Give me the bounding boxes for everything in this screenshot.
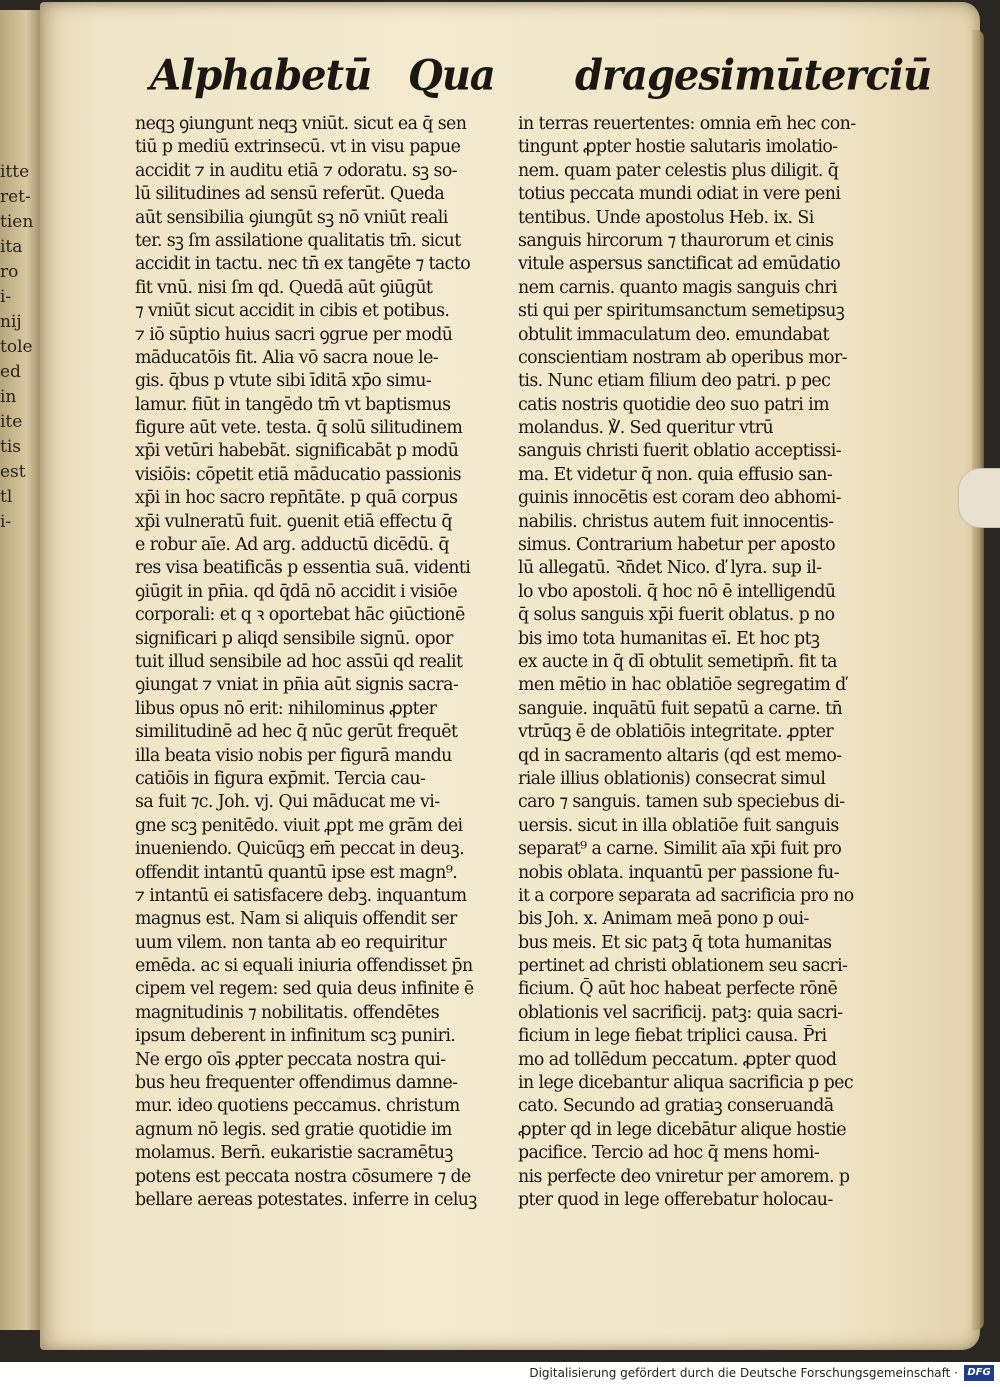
text-line: molamus. Bern̄. eukaristie sacramētuꝫ xyxy=(135,1143,453,1164)
text-line: conscientiam nostram ab operibus mor- xyxy=(518,347,847,368)
text-line: sa fuit ⁊c. Joh. vj. Qui māducat me vi- xyxy=(135,792,440,813)
text-line: pertinet ad christi oblationem seu sacri- xyxy=(518,956,848,977)
text-line: q̄ solus sanguis xp̄i fuerit oblatus. p no xyxy=(518,605,835,626)
text-line: ma. Et videtur q̄ non. quia effusio san- xyxy=(518,464,833,485)
text-line: similitudinē ad hec q̄ nūc gerūt frequēt xyxy=(135,722,458,743)
text-line: bis Joh. x. Animam meā pono p oui- xyxy=(518,909,809,930)
text-line: libus opus nō erit: nihilominus ꝓpter xyxy=(135,698,437,719)
previous-page-text-line: est xyxy=(0,462,26,482)
text-line: sanguis hircorum ⁊ thaurorum et cinis xyxy=(518,230,834,251)
previous-page-text-line: ed xyxy=(0,362,27,382)
previous-page-text-line: tl xyxy=(0,487,13,507)
text-line: fit vnū. nisi ſm qd. Quedā aūt ꝯiūgūt xyxy=(135,277,433,298)
text-line: totius peccata mundi odiat in vere peni xyxy=(518,184,841,205)
text-line: pacifice. Tercio ad hoc q̄ mens homi- xyxy=(518,1143,820,1164)
text-line: men mētio in hac oblatiōe segregatim ď xyxy=(518,675,846,696)
text-line: lo vbo apostoli. q̄ hoc nō ē intelligendū xyxy=(518,581,836,602)
text-line: it a corpore separata ad sacrificia pro no xyxy=(518,885,854,906)
text-line: gis. q̄bus p vtute sibi īditā xp̄o simu- xyxy=(135,371,432,392)
text-line: separat⁹ a carne. Similit aīa xp̄i fuit pro xyxy=(518,839,842,860)
text-line: ter. sꝫ ſm assilatione qualitatis tm̄. sicut xyxy=(135,230,461,251)
previous-page-text-line: i- xyxy=(0,512,12,532)
text-line: caro ⁊ sanguis. tamen sub speciebus di- xyxy=(518,792,845,813)
text-line: nis perfecte deo vniretur per amorem. p xyxy=(518,1166,850,1187)
text-line: magnitudinis ⁊ nobilitatis. offendētes xyxy=(135,1002,440,1023)
text-line: xp̄i vulneratū fuit. ꝯuenit etiā effectu q̄ xyxy=(135,511,452,532)
previous-page-text-line: itte xyxy=(0,162,30,182)
text-line: sti qui per spiritumsanctum semetipsuꝫ xyxy=(518,301,845,322)
text-line: uum vilem. non tanta ab eo requiritur xyxy=(135,932,447,953)
text-line: Ne ergo oīs ꝓpter peccata nostra qui- xyxy=(135,1049,446,1070)
text-line: nabilis. christus autem fuit innocentis- xyxy=(518,511,834,532)
text-line: ficium. Q̄ aūt hoc habeat perfecte rōnē xyxy=(518,979,838,1000)
text-line: ⁊ vniūt sicut accidit in cibis et potibus. xyxy=(135,301,450,322)
funding-credit: Digitalisierung gefördert durch die Deutsche Forschungsgemeinschaft · xyxy=(529,1366,958,1380)
text-line: illa beata visio nobis per figurā mandu xyxy=(135,745,452,766)
footer-bar xyxy=(0,1362,1000,1387)
text-line: gne scꝫ penitēdo. viuit ꝓpt me grām dei xyxy=(135,815,463,836)
text-line: tiū p mediū extrinsecū. vt in visu papue xyxy=(135,137,461,158)
text-line: ꝯiungat ⁊ vniat in pn̄ia aūt signis sacra- xyxy=(135,675,459,696)
text-line: ꝓpter qd̄ in lege dicebātur alique hostie xyxy=(518,1119,846,1140)
text-line: figure aūt vete. testa. q̄ solū silitudinem xyxy=(135,418,463,439)
text-line: offendit intantū quantū ipse est magn⁹. xyxy=(135,862,458,883)
text-line: tingunt ꝓpter hostie salutaris imolatio- xyxy=(518,137,838,158)
previous-page-text-line: ite xyxy=(0,412,23,432)
text-line: mo ad tollēdum peccatum. ꝓpter quod xyxy=(518,1049,837,1070)
text-line: cato. Secundo ad gratiaꝫ conseruandā xyxy=(518,1096,834,1117)
text-line: lamur. fiūt in tangēdo tm̄ vt baptismus xyxy=(135,394,451,415)
previous-page-text-line: ita xyxy=(0,237,28,257)
text-line: cipem vel regem: sed quia deus infinite ē xyxy=(135,979,474,1000)
text-line: catis nostris quotidie deo suo patri im xyxy=(518,394,829,415)
text-line: visiōis: cōpetit etiā māducatio passionis xyxy=(135,464,461,485)
text-line: nobis oblata. inquantū per passione fu- xyxy=(518,862,839,883)
text-line: potens est peccata nostra cōsumere ⁊ de xyxy=(135,1166,471,1187)
text-line: accidit in tactu. nec tn̄ ex tangēte ⁊ tacto xyxy=(135,254,471,275)
text-line: ex aucte in q̄ dī obtulit semetipm̄. fit ta xyxy=(518,651,837,672)
text-line: ⁊ iō sūptio huius sacri ꝯgrue per modū xyxy=(135,324,453,345)
previous-page-text-line: i- xyxy=(0,287,12,307)
text-line: xp̄i in hoc sacro repn̄tāte. p quā corpus xyxy=(135,488,458,509)
text-line: corporali: et q ꝛ oportebat hāc ꝯiūctionē xyxy=(135,605,465,626)
text-line: ⁊ intantū ei satisfacere debꝫ. inquantum xyxy=(135,885,467,906)
text-line: qd̄ in sacramento altaris (qd̄ est memo- xyxy=(518,745,842,766)
text-line: mur. ideo quotiens peccamus. christum xyxy=(135,1096,460,1117)
previous-page-text-line: tien xyxy=(0,212,34,232)
text-column-right xyxy=(518,113,860,1212)
text-line: lū allegatū. Ꝛn̄det Nico. ď lyra. sup il- xyxy=(518,558,822,579)
page-block-edge xyxy=(972,30,984,1330)
text-line: bus heu frequenter offendimus damne- xyxy=(135,1073,458,1094)
text-line: ipsum deberent in infinitum scꝫ puniri. xyxy=(135,1026,456,1047)
text-line: sanguie. inquātū fuit sepatū a carne. tn̄ xyxy=(518,698,843,719)
text-line: māducatōis fit. Alia vō sacra noue le- xyxy=(135,347,439,368)
text-line: accidit ⁊ in auditu etiā ⁊ odoratu. sꝫ so- xyxy=(135,160,457,181)
text-line: bis imo tota humanitas eī. Et hoc ptꝫ xyxy=(518,628,820,649)
previous-page-text-line: nij xyxy=(0,312,22,332)
text-line: bus meis. Et sic patꝫ q̄ tota humanitas xyxy=(518,932,832,953)
previous-page-text-line: tole xyxy=(0,337,33,357)
text-line: magnus est. Nam si aliquis offendit ser xyxy=(135,909,457,930)
running-head-right: dragesimūterciū xyxy=(575,50,932,101)
text-line: res visa beatificās p essentia suā. videnti xyxy=(135,558,471,579)
text-line: nem. quam pater celestis plus diligit. q̄ xyxy=(518,160,839,181)
text-line: catiōis in figura exp̄mit. Tercia cau- xyxy=(135,768,426,789)
text-line: ꝯiūgit in pn̄ia. qd̄ q̄dā nō accidit i visiōe xyxy=(135,581,458,602)
text-line: bellare aereas potestates. inferre in celuꝫ xyxy=(135,1189,477,1210)
text-line: lū silitudines ad sensū referūt. Queda xyxy=(135,184,445,205)
text-line: uersis. sicut in illa oblatiōe fuit sanguis xyxy=(518,815,839,836)
previous-page-text-line: ro xyxy=(0,262,24,282)
text-line: riale illius oblationis) consecrat simul xyxy=(518,768,826,789)
previous-page-text-line: in xyxy=(0,387,17,407)
text-line: nem carnis. quanto magis sanguis chri xyxy=(518,277,838,298)
dfg-logo xyxy=(964,1365,994,1381)
text-line: guinis innocētis est coram deo abhomi- xyxy=(518,488,841,509)
text-line: vtrūqꝫ ē de oblatiōis integritate. ꝓpter xyxy=(518,722,834,743)
text-line: xp̄i vetūri habebāt. significabāt p modū xyxy=(135,441,459,462)
text-line: tentibus. Unde apostolus Heb. ix. Si xyxy=(518,207,814,228)
text-line: vitule aspersus sanctificat ad emūdatio xyxy=(518,254,841,275)
dfg-logo-text: DFG xyxy=(967,1367,991,1378)
text-line: in lege dicebantur aliqua sacrificia p pec xyxy=(518,1073,854,1094)
previous-page-text-line: ret- xyxy=(0,187,31,207)
text-line: e robur aīe. Ad arg. adductū dicēdū. q̄ xyxy=(135,535,449,556)
text-line: tuit illud sensibile ad hoc assūi qd̄ realit xyxy=(135,651,463,672)
text-line: tis. Nunc etiam filium deo patri. p pec xyxy=(518,371,831,392)
previous-page-text-fragment xyxy=(0,160,34,535)
text-line: inueniendo. Quicūqꝫ em̄ peccat in deuꝫ. xyxy=(135,839,464,860)
text-line: ficium in lege fiebat triplici causa. P̄ri xyxy=(518,1026,827,1047)
text-line: neqꝫ ꝯiungunt neqꝫ vniūt. sicut ea q̄ sen xyxy=(135,114,467,134)
running-head-middle: Qua xyxy=(408,50,495,101)
text-line: pter quod in lege offerebatur holocau- xyxy=(518,1189,833,1210)
text-line: emēda. ac si equali iniuria offendisset p̄n xyxy=(135,956,473,977)
text-line: oblationis vel sacrificij. patꝫ: quia sacri- xyxy=(518,1002,843,1023)
clasp-tab xyxy=(958,468,1000,528)
text-line: obtulit immaculatum deo. emundabat xyxy=(518,324,829,345)
text-line: molandus. ℣. Sed queritur vtrū xyxy=(518,418,774,439)
text-column-left xyxy=(135,113,487,1212)
text-line: in terras reuertentes: omnia em̄ hec con- xyxy=(518,114,856,134)
text-line: agnum nō legis. sed gratie quotidie im xyxy=(135,1119,452,1140)
text-line: sanguis christi fuerit oblatio acceptissi- xyxy=(518,441,841,462)
previous-page-text-line: tis xyxy=(0,437,21,457)
running-head-left: Alphabetū xyxy=(150,50,372,101)
text-line: simus. Contrarium habetur per aposto xyxy=(518,535,835,556)
text-line: significari p aliqd̄ sensibile signū. opor xyxy=(135,628,453,649)
text-line: aūt sensibilia ꝯiungūt sꝫ nō vniūt reali xyxy=(135,207,448,228)
running-head xyxy=(0,52,1000,102)
